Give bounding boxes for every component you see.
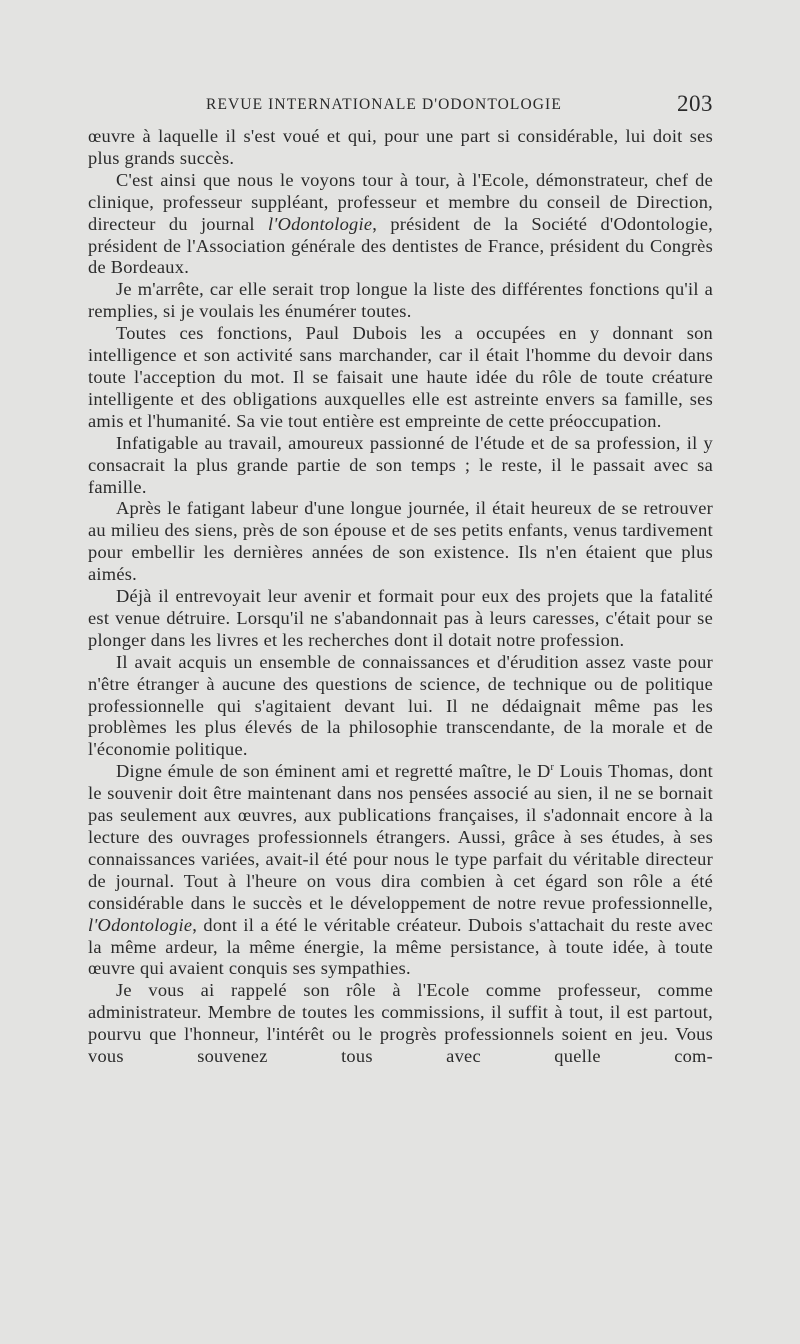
paragraph-final: Je vous ai rappelé son rôle à l'Ecole comme professeur, comme administrateur. Membre de toutes les commissions, il suffit à tout, il est partout, pourvu que l'honneur, l'intérêt ou le progrès professionnels soient en jeu. Vous vous souvenez tous avec quelle com-	[88, 980, 713, 1067]
text-run: C'est ainsi que nous le voyons tour à tour, à l'Ecole, démonstrateur, chef de clinique, professeur suppléant, professeur et membre du conseil de Direction, directeur du journal	[88, 169, 713, 234]
running-title: REVUE INTERNATIONALE D'ODONTOLOGIE	[206, 96, 562, 113]
page-number: 203	[677, 91, 713, 116]
paragraph: Infatigable au travail, amoureux passionné de l'étude et de sa profession, il y consacrait la plus grande partie de son temps ; le reste, il le passait avec sa famille.	[88, 432, 713, 497]
book-page	[88, 90, 713, 1068]
text-run: , dont il a été le véritable créateur. Dubois s'attachait du reste avec la même ardeur, la même énergie, la même persistance, à toute idée, à toute œuvre qui avaient conquis ses sympathies.	[88, 914, 713, 979]
body-text	[88, 126, 713, 1068]
page-header	[88, 90, 713, 126]
paragraph-continued: œuvre à laquelle il s'est voué et qui, pour une part si considérable, lui doit ses plus grands succès.	[88, 126, 713, 168]
journal-title: l'Odontologie	[88, 914, 193, 935]
paragraph-career	[88, 170, 713, 280]
text-run: Louis Thomas, dont le souvenir doit être maintenant dans nos pensées associé au sien, il ne se bornait pas seulement aux œuvres, aux publications françaises, il s'adonnait encore à la lecture des ouvrages professionnels étrangers. Aussi, grâce à ses études, à ses connaissances variées, avait-il été pour nous le type parfait du véritable directeur de journal. Tout à l'heure on vous dira combien à cet égard son rôle a été considérable dans le succès et le développement de notre revue professionnelle,	[88, 761, 714, 913]
paragraph: Il avait acquis un ensemble de connaissances et d'érudition assez vaste pour n'être étranger à aucune des questions de science, de technique ou de politique professionnelle qui s'agitaient devant lui. Il ne dédaignait même pas les problèmes les plus élevés de la philosophie transcendante, de la morale et de l'économie politique.	[88, 651, 713, 760]
paragraph: Je m'arrête, car elle serait trop longue la liste des différentes fonctions qu'il a remplies, si je voulais les énumérer toutes.	[88, 279, 713, 322]
text-run: , président de la Société d'Odontologie, président de l'Association générale des dentistes de France, président du Congrès de Bordeaux.	[88, 213, 714, 278]
superscript: r	[550, 762, 555, 774]
text-run: Digne émule de son éminent ami et regretté maître, le D	[116, 761, 551, 782]
paragraph: Toutes ces fonctions, Paul Dubois les a occupées en y donnant son intelligence et son activité sans marchander, car il était l'homme du devoir dans toute l'acception du mot. Il se faisait une haute idée du rôle de toute créature intelligente et des obligations auxquelles elle est astreinte envers sa famille, ses amis et l'humanité. Sa vie tout entière est empreinte de cette préoccupation.	[88, 323, 713, 431]
paragraph: Déjà il entrevoyait leur avenir et formait pour eux des projets que la fatalité est venue détruire. Lorsqu'il ne s'abandonnait pas à leurs caresses, c'était pour se plonger dans les livres et les recherches dont il dotait notre profession.	[88, 586, 713, 650]
paragraph: Après le fatigant labeur d'une longue journée, il était heureux de se retrouver au milieu des siens, près de son épouse et de ses petits enfants, venus tardivement pour embellir les dernières années de son existence. Ils n'en étaient que plus aimés.	[88, 498, 713, 585]
journal-title: l'Odontologie	[268, 213, 373, 234]
paragraph-thomas	[88, 761, 713, 980]
